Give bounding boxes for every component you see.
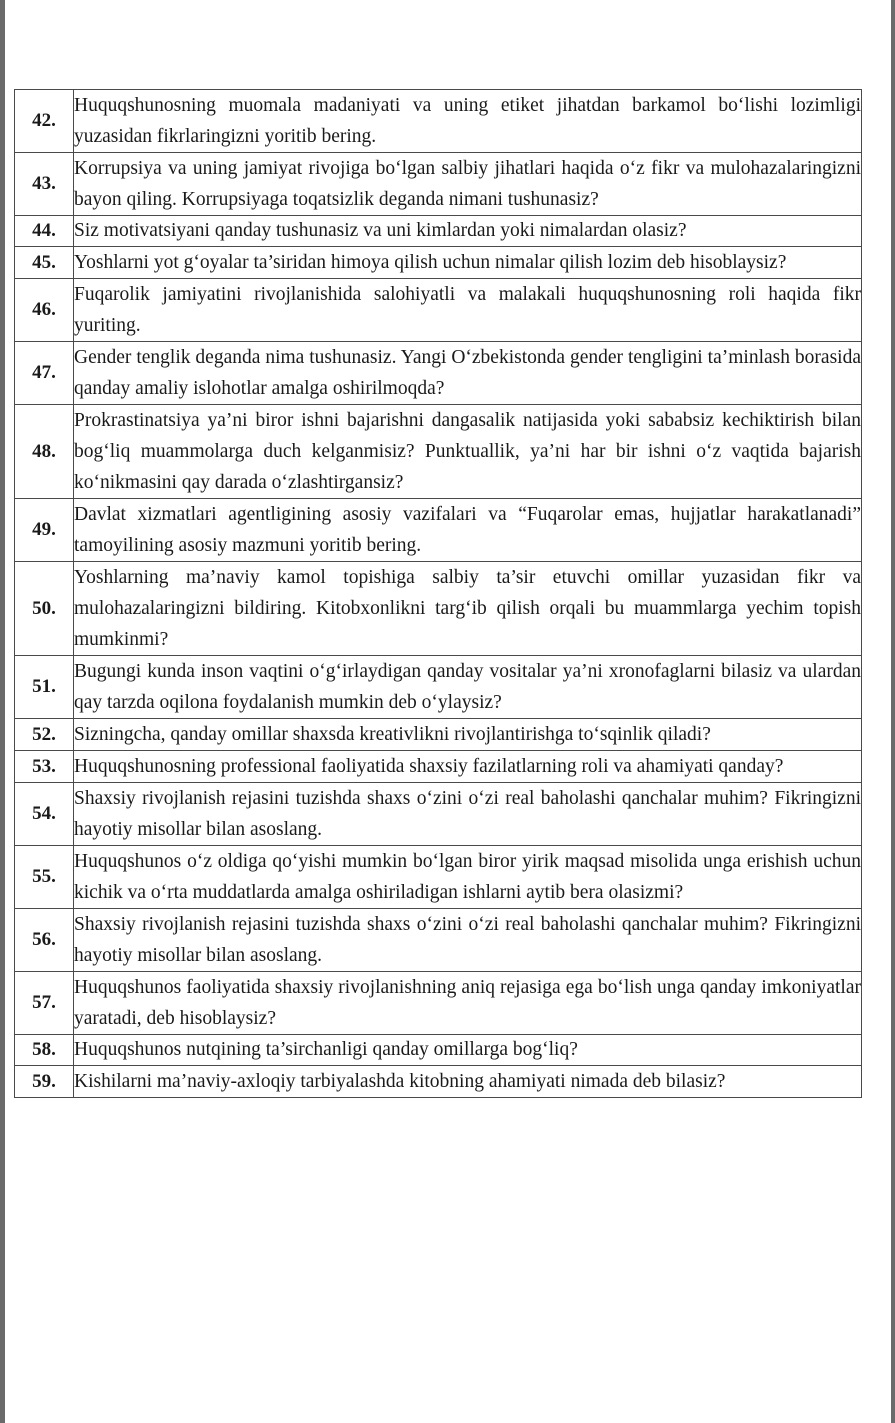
question-number: 42. bbox=[15, 90, 74, 153]
question-number: 46. bbox=[15, 279, 74, 342]
table-row bbox=[15, 846, 862, 909]
question-number: 53. bbox=[15, 751, 74, 783]
question-text: Korrupsiya va uning jamiyat rivojiga bo‘lgan salbiy jihatlari haqida o‘z fikr va mulohazalaringizni bayon qiling. Korrupsiyaga toqatsizlik deganda nimani tushunasiz? bbox=[74, 153, 862, 216]
question-text: Yoshlarni yot g‘oyalar ta’siridan himoya qilish uchun nimalar qilish lozim deb hisoblaysiz? bbox=[74, 247, 862, 279]
table-row bbox=[15, 279, 862, 342]
question-text: Huquqshunosning muomala madaniyati va uning etiket jihatdan barkamol bo‘lishi lozimligi yuzasidan fikrlaringizni yoritib bering. bbox=[74, 90, 862, 153]
table-row bbox=[15, 972, 862, 1035]
table-row bbox=[15, 1035, 862, 1066]
question-text: Bugungi kunda inson vaqtini o‘g‘irlaydigan qanday vositalar ya’ni xronofaglarni bilasiz va ulardan qay tarzda oqilona foydalanish mumkin deb o‘ylaysiz? bbox=[74, 656, 862, 719]
question-text: Shaxsiy rivojlanish rejasini tuzishda shaxs o‘zini o‘zi real baholashi qanchalar muhim? Fikringizni hayotiy misollar bilan asoslang. bbox=[74, 783, 862, 846]
question-number: 48. bbox=[15, 405, 74, 499]
question-number: 59. bbox=[15, 1066, 74, 1098]
table-row bbox=[15, 499, 862, 562]
question-number: 49. bbox=[15, 499, 74, 562]
question-text: Fuqarolik jamiyatini rivojlanishida salohiyatli va malakali huquqshunosning roli haqida fikr yuriting. bbox=[74, 279, 862, 342]
table-row bbox=[15, 216, 862, 247]
right-frame-edge bbox=[891, 0, 895, 1423]
question-text: Sizningcha, qanday omillar shaxsda kreativlikni rivojlantirishga to‘sqinlik qiladi? bbox=[74, 719, 862, 751]
table-row bbox=[15, 405, 862, 499]
table-row bbox=[15, 1066, 862, 1098]
question-text: Huquqshunos nutqining ta’sirchanligi qanday omillarga bog‘liq? bbox=[74, 1035, 862, 1066]
question-text: Siz motivatsiyani qanday tushunasiz va uni kimlardan yoki nimalardan olasiz? bbox=[74, 216, 862, 247]
question-text: Davlat xizmatlari agentligining asosiy vazifalari va “Fuqarolar emas, hujjatlar harakatlanadi” tamoyilining asosiy mazmuni yoritib bering. bbox=[74, 499, 862, 562]
question-text: Yoshlarning ma’naviy kamol topishiga salbiy ta’sir etuvchi omillar yuzasidan fikr va mulohazalaringizni bildiring. Kitobxonlikni targ‘ib qilish orqali bu muammlarga yechim topish mumkinmi? bbox=[74, 562, 862, 656]
table-row bbox=[15, 153, 862, 216]
question-text: Shaxsiy rivojlanish rejasini tuzishda shaxs o‘zini o‘zi real baholashi qanchalar muhim? Fikringizni hayotiy misollar bilan asoslang. bbox=[74, 909, 862, 972]
table-row bbox=[15, 247, 862, 279]
question-text: Kishilarni ma’naviy-axloqiy tarbiyalashda kitobning ahamiyati nimada deb bilasiz? bbox=[74, 1066, 862, 1098]
question-number: 54. bbox=[15, 783, 74, 846]
question-number: 52. bbox=[15, 719, 74, 751]
question-number: 45. bbox=[15, 247, 74, 279]
table-row bbox=[15, 562, 862, 656]
question-text: Huquqshunos faoliyatida shaxsiy rivojlanishning aniq rejasiga ega bo‘lish unga qanday imkoniyatlar yaratadi, deb hisoblaysiz? bbox=[74, 972, 862, 1035]
question-number: 51. bbox=[15, 656, 74, 719]
question-number: 43. bbox=[15, 153, 74, 216]
question-number: 50. bbox=[15, 562, 74, 656]
question-text: Huquqshunosning professional faoliyatida shaxsiy fazilatlarning roli va ahamiyati qanday? bbox=[74, 751, 862, 783]
question-number: 58. bbox=[15, 1035, 74, 1066]
question-text: Huquqshunos o‘z oldiga qo‘yishi mumkin bo‘lgan biror yirik maqsad misolida unga erishish uchun kichik va o‘rta muddatlarda amalga oshiriladigan ishlarni aytib bera olasizmi? bbox=[74, 846, 862, 909]
table-row bbox=[15, 751, 862, 783]
question-number: 47. bbox=[15, 342, 74, 405]
question-text: Gender tenglik deganda nima tushunasiz. Yangi O‘zbekistonda gender tengligini ta’minlash borasida qanday amaliy islohotlar amalga oshirilmoqda? bbox=[74, 342, 862, 405]
question-number: 55. bbox=[15, 846, 74, 909]
table-row bbox=[15, 342, 862, 405]
table-row bbox=[15, 783, 862, 846]
question-number: 56. bbox=[15, 909, 74, 972]
questions-table bbox=[14, 89, 862, 1098]
question-number: 44. bbox=[15, 216, 74, 247]
table-row bbox=[15, 909, 862, 972]
table-row bbox=[15, 656, 862, 719]
left-frame-edge bbox=[0, 0, 5, 1423]
table-row bbox=[15, 90, 862, 153]
question-text: Prokrastinatsiya ya’ni biror ishni bajarishni dangasalik natijasida yoki sababsiz kechiktirish bilan bog‘liq muammolarga duch kelganmisiz? Punktuallik, ya’ni har bir ishni o‘z vaqtida bajarish ko‘nikmasini qay darada o‘zlashtirgansiz? bbox=[74, 405, 862, 499]
table-row bbox=[15, 719, 862, 751]
question-number: 57. bbox=[15, 972, 74, 1035]
